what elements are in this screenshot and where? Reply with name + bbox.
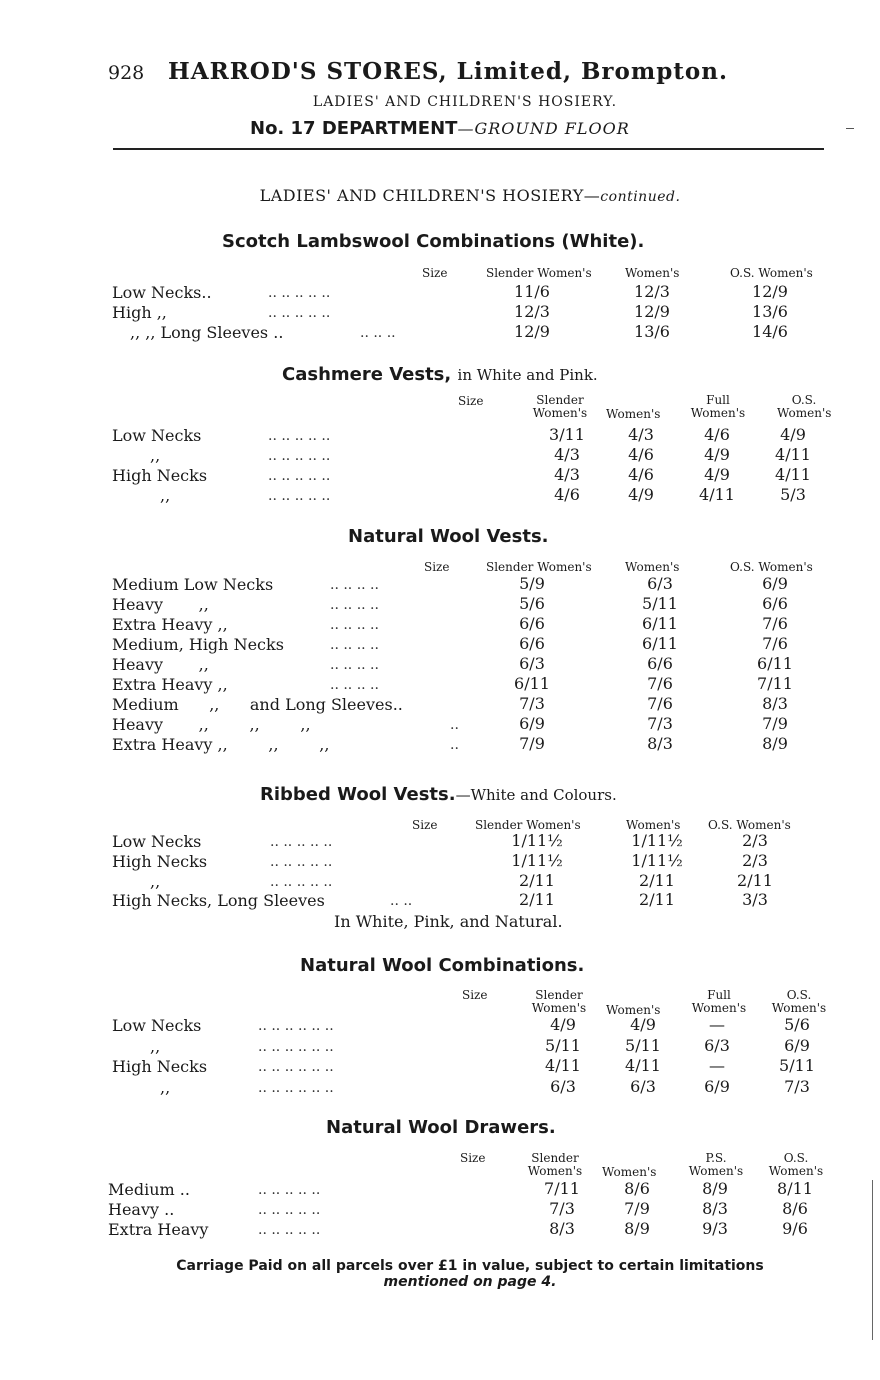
price-cell: 4/11 bbox=[625, 1056, 661, 1075]
leader-dots: .. .. .. .. bbox=[330, 597, 379, 613]
col-header: Women's bbox=[606, 407, 661, 421]
price-cell: 2/3 bbox=[742, 831, 768, 850]
department-subtitle: LADIES' AND CHILDREN'S HOSIERY. bbox=[312, 94, 618, 110]
price-cell: 4/6 bbox=[554, 485, 580, 504]
price-cell: 8/3 bbox=[549, 1219, 575, 1238]
price-cell: 4/9 bbox=[550, 1015, 576, 1034]
price-cell: 6/9 bbox=[519, 714, 545, 733]
row-label: Low Necks bbox=[112, 1016, 202, 1035]
section-note: in White and Pink. bbox=[457, 366, 598, 384]
price-cell: 7/6 bbox=[762, 614, 788, 633]
leader-dots: .. bbox=[450, 737, 459, 753]
price-cell: 6/3 bbox=[704, 1036, 730, 1055]
price-cell: 6/3 bbox=[550, 1077, 576, 1096]
price-cell: 1/11½ bbox=[631, 851, 683, 870]
section-title-scotch: Scotch Lambswool Combinations (White). bbox=[222, 231, 645, 252]
price-cell: — bbox=[709, 1015, 725, 1034]
price-cell: 7/3 bbox=[549, 1199, 575, 1218]
price-cell: 8/6 bbox=[624, 1179, 650, 1198]
price-cell: 7/6 bbox=[647, 694, 673, 713]
row-label: Heavy .. bbox=[108, 1200, 175, 1219]
col-header: Women's bbox=[606, 1003, 661, 1017]
price-cell: 8/3 bbox=[702, 1199, 728, 1218]
price-cell: 7/3 bbox=[647, 714, 673, 733]
price-cell: 6/3 bbox=[519, 654, 545, 673]
price-cell: 5/3 bbox=[780, 485, 806, 504]
leader-dots: .. .. .. .. .. bbox=[258, 1202, 321, 1218]
section-title-ribbed bbox=[260, 784, 617, 805]
price-cell: 6/9 bbox=[784, 1036, 810, 1055]
price-cell: 2/3 bbox=[742, 851, 768, 870]
row-label: High Necks, Long Sleeves bbox=[112, 891, 325, 910]
price-cell: 12/3 bbox=[514, 302, 550, 321]
price-cell: 11/6 bbox=[514, 282, 550, 301]
row-label: Low Necks bbox=[112, 832, 202, 851]
price-cell: 6/9 bbox=[704, 1077, 730, 1096]
col-header: Women's bbox=[625, 560, 680, 574]
price-cell: 6/11 bbox=[514, 674, 550, 693]
price-cell: 4/6 bbox=[628, 465, 654, 484]
price-cell: 7/3 bbox=[519, 694, 545, 713]
section-title-text: Ribbed Wool Vests. bbox=[260, 784, 456, 805]
col-header: Size bbox=[458, 394, 484, 408]
row-label: Medium .. bbox=[108, 1180, 190, 1199]
price-cell: 4/3 bbox=[554, 445, 580, 464]
col-header: Slender Women's bbox=[527, 1151, 583, 1178]
leader-dots: .. .. .. .. .. bbox=[270, 854, 333, 870]
leader-dots: .. .. .. .. bbox=[330, 677, 379, 693]
price-cell: 8/6 bbox=[782, 1199, 808, 1218]
col-header: O.S. Women's bbox=[708, 818, 791, 832]
row-label: ,, bbox=[160, 1078, 171, 1097]
price-cell: 4/9 bbox=[704, 445, 730, 464]
price-cell: 12/9 bbox=[634, 302, 670, 321]
price-cell: 5/9 bbox=[519, 574, 545, 593]
leader-dots: .. .. .. .. .. bbox=[268, 448, 331, 464]
price-cell: 2/11 bbox=[519, 890, 555, 909]
price-cell: 6/3 bbox=[630, 1077, 656, 1096]
price-cell: 12/3 bbox=[634, 282, 670, 301]
price-cell: 6/6 bbox=[519, 614, 545, 633]
col-header: O.S. Women's bbox=[730, 266, 813, 280]
price-cell: 2/11 bbox=[639, 871, 675, 890]
leader-dots: .. .. bbox=[390, 893, 413, 909]
row-label: Extra Heavy ,, bbox=[112, 615, 228, 634]
price-cell: 1/11½ bbox=[511, 831, 563, 850]
continued-heading bbox=[0, 186, 880, 205]
row-label: High ,, bbox=[112, 303, 167, 322]
price-cell: 8/11 bbox=[777, 1179, 813, 1198]
leader-dots: .. .. .. .. bbox=[330, 637, 379, 653]
margin-mark bbox=[846, 128, 854, 129]
row-label: ,, bbox=[150, 1037, 161, 1056]
price-cell: 14/6 bbox=[752, 322, 788, 341]
header-rule bbox=[113, 148, 824, 150]
row-label: Medium ,, and Long Sleeves.. bbox=[112, 695, 403, 714]
section-footnote: In White, Pink, and Natural. bbox=[334, 912, 563, 931]
price-cell: 2/11 bbox=[519, 871, 555, 890]
row-label: High Necks bbox=[112, 852, 208, 871]
col-header: Slender Women's bbox=[486, 266, 592, 280]
store-title: HARROD'S STORES, Limited, Brompton. bbox=[168, 58, 729, 85]
price-cell: 4/9 bbox=[780, 425, 806, 444]
price-cell: 4/9 bbox=[704, 465, 730, 484]
price-cell: 9/6 bbox=[782, 1219, 808, 1238]
leader-dots: .. .. .. .. .. bbox=[268, 428, 331, 444]
leader-dots: .. .. .. .. .. bbox=[258, 1182, 321, 1198]
price-cell: 4/6 bbox=[704, 425, 730, 444]
col-header: O.S. Women's bbox=[730, 560, 813, 574]
price-cell: 7/6 bbox=[762, 634, 788, 653]
leader-dots: .. .. .. .. .. bbox=[268, 468, 331, 484]
price-cell: 8/9 bbox=[762, 734, 788, 753]
department-number: No. 17 DEPARTMENT bbox=[250, 118, 458, 139]
price-cell: 4/11 bbox=[545, 1056, 581, 1075]
leader-dots: .. .. .. .. .. bbox=[270, 834, 333, 850]
leader-dots: .. .. .. .. bbox=[330, 657, 379, 673]
department-line bbox=[250, 118, 630, 139]
section-note: —White and Colours. bbox=[455, 786, 617, 804]
price-cell: 1/11½ bbox=[631, 831, 683, 850]
col-header: Women's bbox=[625, 266, 680, 280]
price-cell: 4/11 bbox=[775, 445, 811, 464]
col-header: Size bbox=[422, 266, 448, 280]
leader-dots: .. bbox=[450, 717, 459, 733]
leader-dots: .. .. .. .. bbox=[330, 577, 379, 593]
col-header: O.S. Women's bbox=[777, 393, 832, 420]
carriage-note bbox=[0, 1258, 880, 1290]
continued-suffix: continued. bbox=[600, 189, 681, 205]
price-cell: 8/3 bbox=[762, 694, 788, 713]
price-cell: 2/11 bbox=[639, 890, 675, 909]
price-cell: 7/3 bbox=[784, 1077, 810, 1096]
row-label: Extra Heavy bbox=[108, 1220, 209, 1239]
col-header: Slender Women's bbox=[475, 818, 581, 832]
price-cell: 6/6 bbox=[519, 634, 545, 653]
price-cell: 13/6 bbox=[752, 302, 788, 321]
price-cell: 5/11 bbox=[625, 1036, 661, 1055]
leader-dots: .. .. .. bbox=[360, 325, 396, 341]
price-cell: 6/11 bbox=[642, 614, 678, 633]
section-title-natural-vests: Natural Wool Vests. bbox=[348, 526, 549, 547]
price-cell: 7/11 bbox=[544, 1179, 580, 1198]
price-cell: 4/9 bbox=[628, 485, 654, 504]
col-header: Women's bbox=[626, 818, 681, 832]
row-label: ,, bbox=[150, 446, 161, 465]
section-title-drawers: Natural Wool Drawers. bbox=[326, 1117, 556, 1138]
leader-dots: .. .. .. .. .. bbox=[258, 1222, 321, 1238]
price-cell: 12/9 bbox=[752, 282, 788, 301]
row-label: Extra Heavy ,, bbox=[112, 675, 228, 694]
leader-dots: .. .. .. .. .. bbox=[268, 488, 331, 504]
page-number: 928 bbox=[108, 62, 145, 84]
price-cell: 4/11 bbox=[699, 485, 735, 504]
section-title-natural-comb: Natural Wool Combinations. bbox=[300, 955, 585, 976]
col-header: Size bbox=[412, 818, 438, 832]
col-header: Women's bbox=[602, 1165, 657, 1179]
price-cell: 6/3 bbox=[647, 574, 673, 593]
leader-dots: .. .. .. .. .. .. bbox=[258, 1059, 334, 1075]
leader-dots: .. .. .. .. .. bbox=[268, 305, 331, 321]
col-header: Slender Women's bbox=[486, 560, 592, 574]
price-cell: 4/3 bbox=[628, 425, 654, 444]
price-cell: 13/6 bbox=[634, 322, 670, 341]
price-cell: 6/11 bbox=[757, 654, 793, 673]
row-label: Medium Low Necks bbox=[112, 575, 274, 594]
col-header: O.S. Women's bbox=[768, 1151, 824, 1178]
price-cell: 5/11 bbox=[642, 594, 678, 613]
row-label: ,, bbox=[150, 872, 161, 891]
floor-label: —GROUND FLOOR bbox=[457, 119, 630, 138]
row-label: Heavy ,, bbox=[112, 595, 209, 614]
leader-dots: .. .. .. .. .. .. bbox=[258, 1018, 334, 1034]
col-header: P.S. Women's bbox=[688, 1151, 744, 1178]
row-label: Low Necks bbox=[112, 426, 202, 445]
leader-dots: .. .. .. .. bbox=[330, 617, 379, 633]
price-cell: 7/9 bbox=[762, 714, 788, 733]
row-label: Medium, High Necks bbox=[112, 635, 284, 654]
row-label: ,, ,, Long Sleeves .. bbox=[130, 323, 284, 342]
row-label: ,, bbox=[160, 486, 171, 505]
col-header: Slender Women's bbox=[532, 393, 588, 420]
price-cell: 8/3 bbox=[647, 734, 673, 753]
row-label: Heavy ,, ,, ,, bbox=[112, 715, 311, 734]
carriage-note-line1: Carriage Paid on all parcels over £1 in value, subject to certain limitations bbox=[176, 1258, 764, 1274]
price-cell: 8/9 bbox=[624, 1219, 650, 1238]
row-label: Heavy ,, bbox=[112, 655, 209, 674]
price-cell: 3/11 bbox=[549, 425, 585, 444]
price-cell: 3/3 bbox=[742, 890, 768, 909]
leader-dots: .. .. .. .. .. bbox=[270, 874, 333, 890]
price-cell: 8/9 bbox=[702, 1179, 728, 1198]
price-cell: 5/11 bbox=[779, 1056, 815, 1075]
row-label: Extra Heavy ,, ,, ,, bbox=[112, 735, 330, 754]
price-cell: 5/6 bbox=[519, 594, 545, 613]
row-label: High Necks bbox=[112, 466, 208, 485]
col-header: Full Women's bbox=[690, 393, 746, 420]
price-cell: 6/6 bbox=[647, 654, 673, 673]
price-cell: 7/6 bbox=[647, 674, 673, 693]
price-cell: 4/3 bbox=[554, 465, 580, 484]
section-title-cashmere bbox=[282, 364, 598, 385]
price-cell: 6/9 bbox=[762, 574, 788, 593]
leader-dots: .. .. .. .. .. .. bbox=[258, 1039, 334, 1055]
col-header: Size bbox=[424, 560, 450, 574]
carriage-note-line2: mentioned on page 4. bbox=[383, 1274, 557, 1290]
price-cell: 7/9 bbox=[624, 1199, 650, 1218]
row-label: Low Necks.. bbox=[112, 283, 212, 302]
price-cell: 6/11 bbox=[642, 634, 678, 653]
price-cell: 1/11½ bbox=[511, 851, 563, 870]
price-cell: 6/6 bbox=[762, 594, 788, 613]
price-cell: 7/9 bbox=[519, 734, 545, 753]
price-cell: 4/6 bbox=[628, 445, 654, 464]
col-header: Size bbox=[462, 988, 488, 1002]
price-cell: 4/9 bbox=[630, 1015, 656, 1034]
price-cell: 9/3 bbox=[702, 1219, 728, 1238]
price-cell: 5/6 bbox=[784, 1015, 810, 1034]
price-cell: 4/11 bbox=[775, 465, 811, 484]
col-header: O.S. Women's bbox=[771, 988, 827, 1015]
price-cell: 7/11 bbox=[757, 674, 793, 693]
price-cell: — bbox=[709, 1056, 725, 1075]
continued-title: LADIES' AND CHILDREN'S HOSIERY— bbox=[259, 186, 601, 205]
row-label: High Necks bbox=[112, 1057, 208, 1076]
col-header: Size bbox=[460, 1151, 486, 1165]
price-cell: 12/9 bbox=[514, 322, 550, 341]
col-header: Slender Women's bbox=[531, 988, 587, 1015]
col-header: Full Women's bbox=[691, 988, 747, 1015]
leader-dots: .. .. .. .. .. bbox=[268, 285, 331, 301]
price-cell: 2/11 bbox=[737, 871, 773, 890]
section-title-text: Cashmere Vests, bbox=[282, 364, 452, 385]
leader-dots: .. .. .. .. .. .. bbox=[258, 1080, 334, 1096]
price-cell: 5/11 bbox=[545, 1036, 581, 1055]
